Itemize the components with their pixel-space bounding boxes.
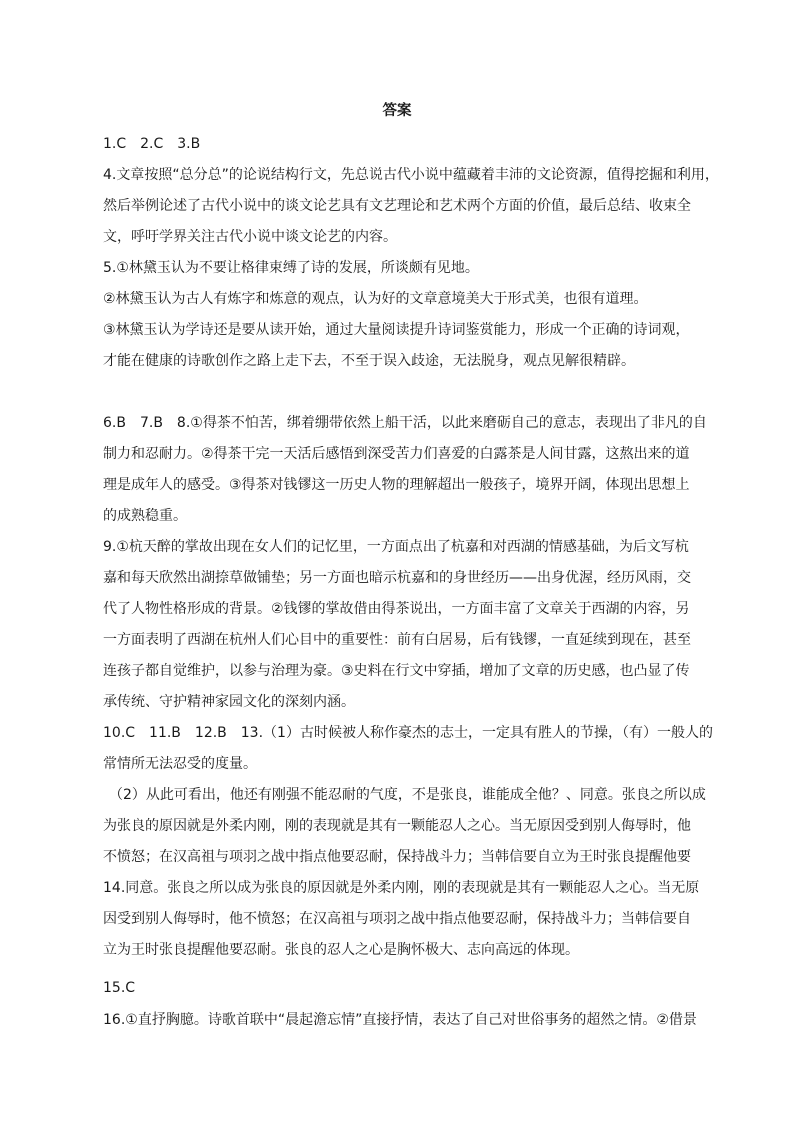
answer-line-5c: ③林黛玉认为学诗还是要从读开始，通过大量阅读提升诗词鉴赏能力，形成一个正确的诗词观， — [103, 322, 690, 338]
answer-line-6d: 的成熟稳重。 — [103, 508, 187, 524]
answer-line-14b: 因受到别人侮辱时，他不愤怒；在汉高祖与项羽之战中指点他要忍耐，保持战斗力；当韩信要自 — [103, 911, 691, 927]
answer-line-6b: 制力和忍耐力。②得茶干完一天活后感悟到深受苦力们喜爱的白露茶是人间甘露，这熬出来的道 — [103, 446, 690, 462]
answer-line-4b: 然后举例论述了古代小说中的谈文论艺具有文艺理论和艺术两个方面的价值，最后总结、收束全 — [103, 198, 691, 214]
answer-line-13c: 不愤怒；在汉高祖与项羽之战中指点他要忍耐，保持战斗力；当韩信要自立为王时张良提醒他要 — [103, 849, 691, 865]
answer-line-15: 15.C — [103, 980, 136, 996]
answer-line-16a: 16.①直抒胸臆。诗歌首联中“晨起澹忘情”直接抒情，表达了自己对世俗事务的超然之情。②借景 — [103, 1012, 697, 1028]
answer-line-9d: 一方面表明了西湖在杭州人们心目中的重要性：前有白居易，后有钱镠，一直延续到现在，甚至 — [103, 632, 691, 648]
answer-line-13a: （2）从此可看出，他还有刚强不能忍耐的气度，不是张良，谁能成全他？、同意。张良之所以成 — [109, 787, 706, 803]
answer-line-13b: 为张良的原因就是外柔内刚，刚的表现就是其有一颗能忍人之心。当无原因受到别人侮辱时，他 — [103, 818, 691, 834]
answer-line-6c: 理是成年人的感受。③得茶对钱镠这一历史人物的理解超出一般孩子，境界开阔，体现出思想上 — [103, 477, 690, 493]
page-title: 答案 — [382, 103, 412, 119]
answer-line-5a: 5.①林黛玉认为不要让格律束缚了诗的发展，所谈颇有见地。 — [103, 260, 479, 276]
answer-line-9a: 9.①杭天醉的掌故出现在女人们的记忆里，一方面点出了杭嘉和对西湖的情感基础，为后文写杭 — [103, 539, 689, 555]
answer-line-5b: ②林黛玉认为古人有炼字和炼意的观点，认为好的文章意境美大于形式美，也很有道理。 — [103, 291, 648, 307]
answer-line-6a: 6.B 7.B 8.①得茶不怕苦，绑着绷带依然上船干活，以此来磨砺自己的意志，表现出了非凡的自 — [103, 415, 707, 431]
answer-line-1: 1.C 2.C 3.B — [103, 136, 201, 152]
answer-line-14c: 立为王时张良提醒他要忍耐。张良的忍人之心是胸怀极大、志向高远的体现。 — [103, 942, 579, 958]
answer-line-14a: 14.同意。张良之所以成为张良的原因就是外柔内刚，刚的表现就是其有一颗能忍人之心。当无原 — [103, 880, 700, 896]
answer-line-9f: 承传统、守护精神家园文化的深刻内涵。 — [103, 694, 355, 710]
answer-line-9c: 代了人物性格形成的背景。②钱镠的掌故借由得茶说出，一方面丰富了文章关于西湖的内容，另 — [103, 601, 690, 617]
answer-line-4a: 4.文章按照“总分总”的论说结构行文，先总说古代小说中蕴藏着丰沛的文论资源，值得挖掘和利用， — [103, 167, 719, 183]
answer-line-9b: 嘉和每天欣然出湖捺草做铺垫；另一方面也暗示杭嘉和的身世经历——出身优渥，经历风雨，交 — [103, 570, 691, 586]
answer-line-9e: 连孩子都自觉维护，以参与治理为豪。③史料在行文中穿插，增加了文章的历史感，也凸显了传 — [103, 663, 690, 679]
answer-line-10a: 10.C 11.B 12.B 13.（1）古时候被人称作豪杰的志士，一定具有胜人的节操，（有）一般人的 — [103, 725, 713, 741]
answer-line-4c: 文，呼吁学界关注古代小说中谈文论艺的内容。 — [103, 229, 397, 245]
answer-line-5d: 才能在健康的诗歌创作之路上走下去，不至于误入歧途，无法脱身，观点见解很精辟。 — [103, 353, 635, 369]
answer-line-10b: 常情所无法忍受的度量。 — [103, 756, 257, 772]
